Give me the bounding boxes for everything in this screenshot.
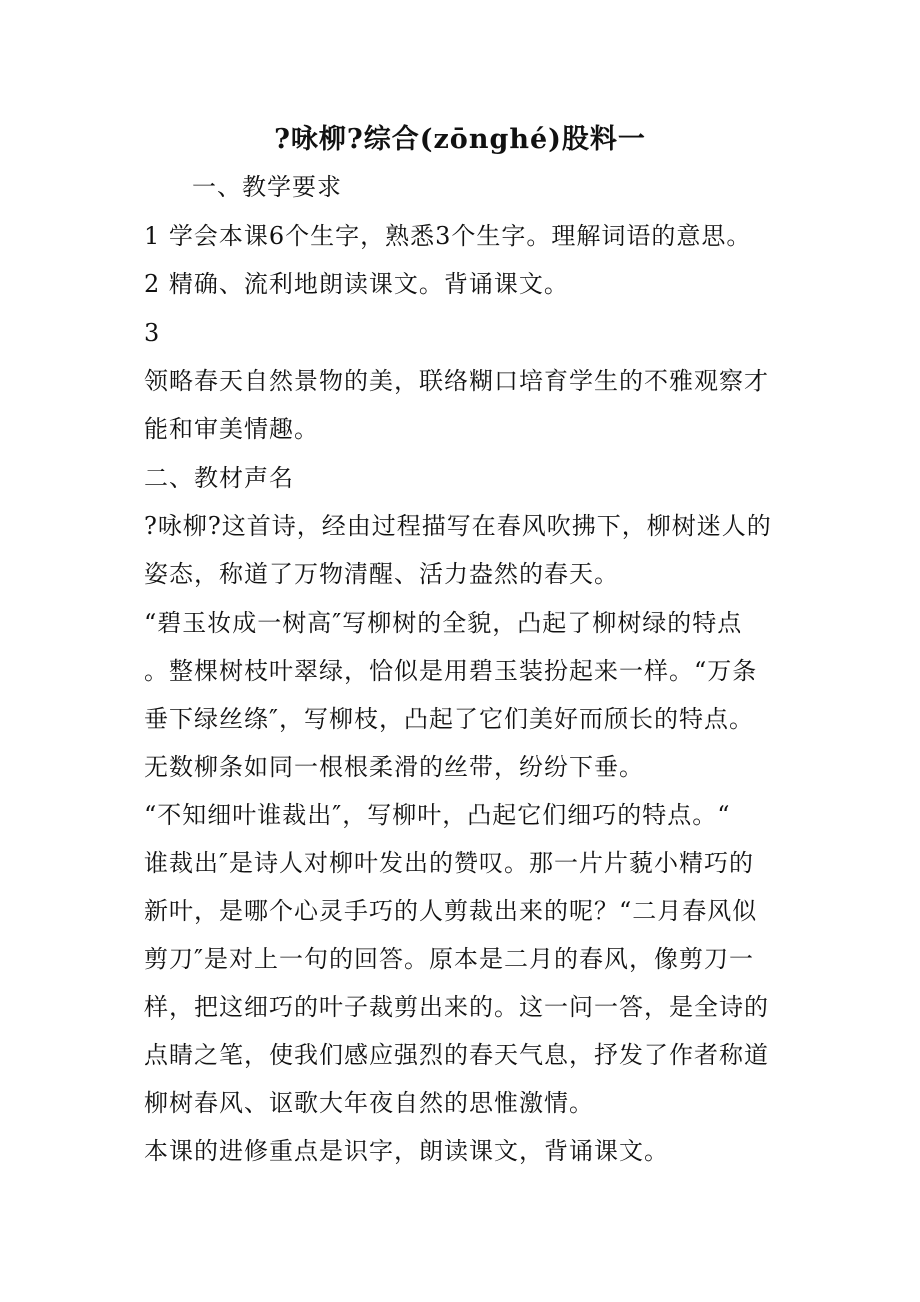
- text-line: 能和审美情趣。: [144, 415, 319, 443]
- text-line: 剪刀″是对上一句的回答。原本是二月的春风，像剪刀一: [144, 945, 754, 973]
- document-title: ?咏柳?综合(zōnghé)股料一: [274, 124, 646, 155]
- text-line: 无数柳条如同一根根柔滑的丝带，纷纷下垂。: [144, 753, 644, 781]
- text-line: 。整棵树枝叶翠绿，恰似是用碧玉装扮起来一样。“万条: [144, 657, 758, 685]
- text-line: “碧玉妆成一树高″写柳树的全貌，凸起了柳树绿的特点: [144, 609, 743, 637]
- text-line: 新叶，是哪个心灵手巧的人剪裁出来的呢？“二月春风似: [144, 897, 758, 925]
- text-line: ?咏柳?这首诗，经由过程描写在春风吹拂下，柳树迷人的: [144, 512, 772, 540]
- text-line: 垂下绿丝绦″，写柳枝，凸起了它们美好而颀长的特点。: [144, 705, 754, 733]
- text-line: 3: [144, 319, 161, 347]
- text-line: 样，把这细巧的叶子裁剪出来的。这一问一答，是全诗的: [144, 993, 769, 1021]
- text-line: 点睛之笔，使我们感应强烈的春天气息，抒发了作者称道: [144, 1041, 769, 1069]
- text-line: 领略春天自然景物的美，联络糊口培育学生的不雅观察才: [144, 367, 769, 395]
- text-line: 本课的进修重点是识字，朗读课文，背诵课文。: [144, 1137, 669, 1165]
- text-line: “不知细叶谁裁出″，写柳叶，凸起它们细巧的特点。“: [144, 801, 731, 829]
- text-line: 1 学会本课6个生字，熟悉3个生字。理解词语的意思。: [144, 222, 752, 250]
- text-line: 2 精确、流利地朗读课文。背诵课文。: [144, 270, 569, 298]
- text-line: 姿态，称道了万物清醒、活力盎然的春天。: [144, 560, 619, 588]
- text-line: 谁裁出″是诗人对柳叶发出的赞叹。那一片片藐小精巧的: [144, 849, 754, 877]
- section-heading-material-notes: 二、教材声名: [144, 464, 294, 492]
- section-heading-teaching-requirements: 一、教学要求: [192, 173, 342, 201]
- text-line: 柳树春风、讴歌大年夜自然的思惟激情。: [144, 1089, 594, 1117]
